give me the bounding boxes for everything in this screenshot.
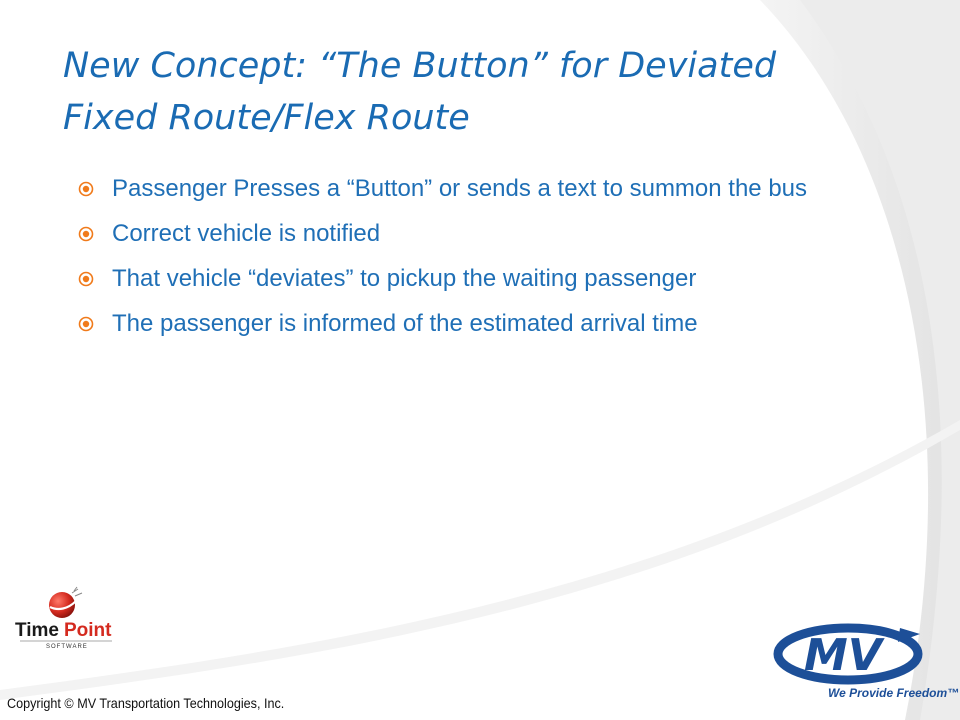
title-line-1: New Concept: “The Button” for Deviated (63, 46, 777, 86)
bullet-text: That vehicle “deviates” to pickup the waiting passenger (112, 265, 697, 292)
bullet-text: The passenger is informed of the estimated arrival time (112, 310, 698, 337)
timepoint-logo (12, 585, 120, 653)
mv-tagline: We Provide Freedom™ (828, 686, 960, 700)
timepoint-subtitle: SOFTWARE (46, 644, 88, 650)
bullet-list (78, 172, 838, 352)
circle-dot-bullet-icon (78, 316, 94, 332)
timepoint-word-point: Point (64, 620, 112, 641)
bullet-item (78, 262, 838, 295)
copyright-notice: Copyright © MV Transportation Technologies, Inc. (7, 695, 285, 711)
bullet-item (78, 172, 838, 205)
mv-logo (770, 622, 945, 714)
timepoint-word-time: Time (15, 620, 60, 641)
circle-dot-bullet-icon (78, 181, 94, 197)
bullet-item (78, 217, 838, 250)
title-line-2: Fixed Route/Flex Route (63, 98, 470, 138)
circle-dot-bullet-icon (78, 226, 94, 242)
bullet-text: Passenger Presses a “Button” or sends a text to summon the bus (112, 175, 808, 202)
bullet-item (78, 307, 838, 340)
mv-mark-text: MV (804, 630, 882, 681)
slide-title (63, 40, 903, 144)
bullet-text: Correct vehicle is notified (112, 220, 381, 247)
circle-dot-bullet-icon (78, 271, 94, 287)
